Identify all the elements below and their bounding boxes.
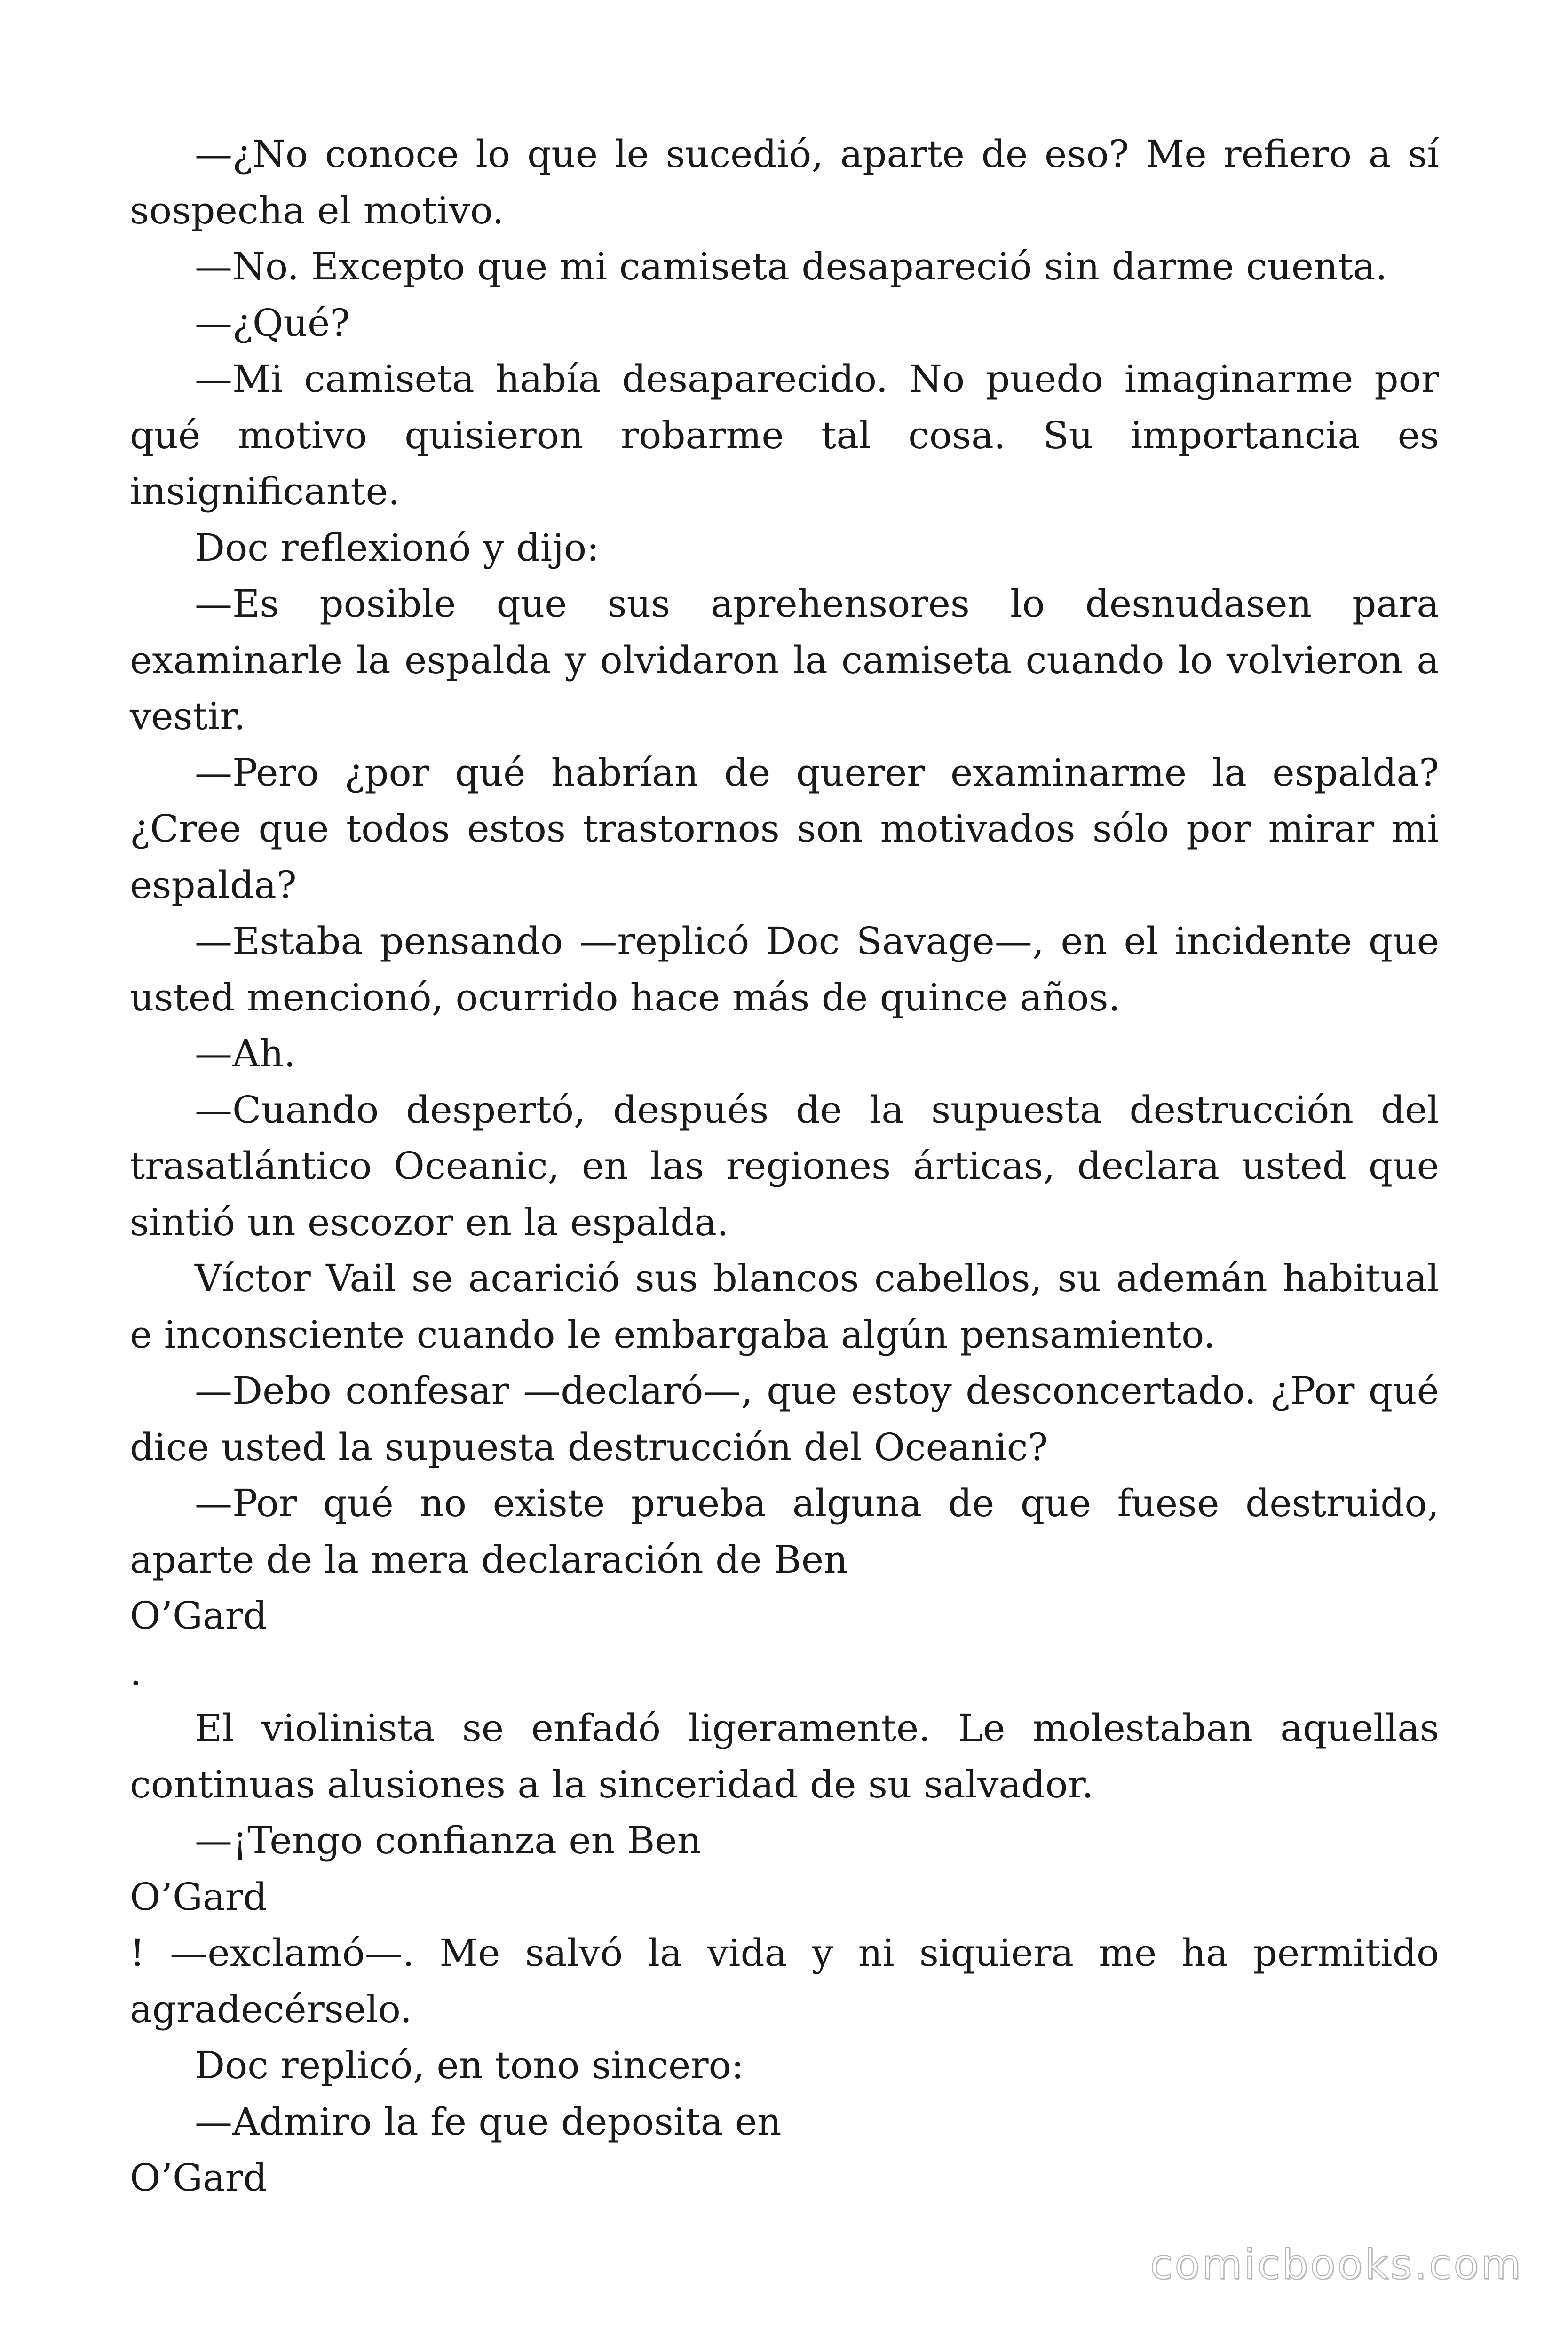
paragraph: O’Gard [130,2156,268,2200]
paragraph: —Mi camiseta había desaparecido. No puedo imaginarme por qué motivo quisieron robarme tal cosa. Su importancia es insignificante. [130,357,1439,513]
paragraph: —Admiro la fe que deposita en [195,2099,782,2144]
paragraph: O’Gard [130,1875,268,1919]
paragraph: O’Gard [130,1594,268,1637]
paragraph: —¿Qué? [195,301,350,345]
body-text [130,126,1439,2206]
paragraph: —Cuando despertó, después de la supuesta destrucción del trasatlántico Oceanic, en las regiones árticas, declara usted que sintió un escozor en la espalda. [130,1088,1439,1244]
paragraph: —Por qué no existe prueba alguna de que fuese destruido, aparte de la mera declaración de Ben [130,1481,1439,1581]
paragraph: ! —exclamó—. Me salvó la vida y ni siquiera me ha permitido agradecérselo. [130,1931,1439,2031]
paragraph: —Estaba pensando —replicó Doc Savage—, en el incidente que usted mencionó, ocurrido hace más de quince años. [130,919,1439,1019]
paragraph: El violinista se enfadó ligeramente. Le molestaban aquellas continuas alusiones a la sinceridad de su salvador. [130,1706,1439,1806]
paragraph: —¡Tengo confianza en Ben [195,1819,702,1862]
paragraph: Doc reflexionó y dijo: [195,525,600,570]
paragraph: Doc replicó, en tono sincero: [195,2043,744,2087]
watermark: comicbooks.com [1149,2240,1523,2288]
paragraph: —Ah. [195,1032,296,1075]
paragraph: —Es posible que sus aprehensores lo desnudasen para examinarle la espalda y olvidaron la camiseta cuando lo volvieron a vestir. [130,582,1439,738]
paragraph: . [130,1650,142,1694]
paragraph: Víctor Vail se acarició sus blancos cabellos, su ademán habitual e inconsciente cuando le embargaba algún pensamiento. [130,1256,1439,1357]
paragraph: —No. Excepto que mi camiseta desapareció sin darme cuenta. [195,245,1387,288]
paragraph: —Pero ¿por qué habrían de querer examinarme la espalda? ¿Cree que todos estos trastornos son motivados sólo por mirar mi espalda? [130,750,1439,907]
paragraph: —¿No conoce lo que le sucedió, aparte de eso? Me refiero a sí sospecha el motivo. [130,132,1439,232]
paragraph: —Debo confesar —declaró—, que estoy desconcertado. ¿Por qué dice usted la supuesta destrucción del Oceanic? [130,1369,1439,1469]
